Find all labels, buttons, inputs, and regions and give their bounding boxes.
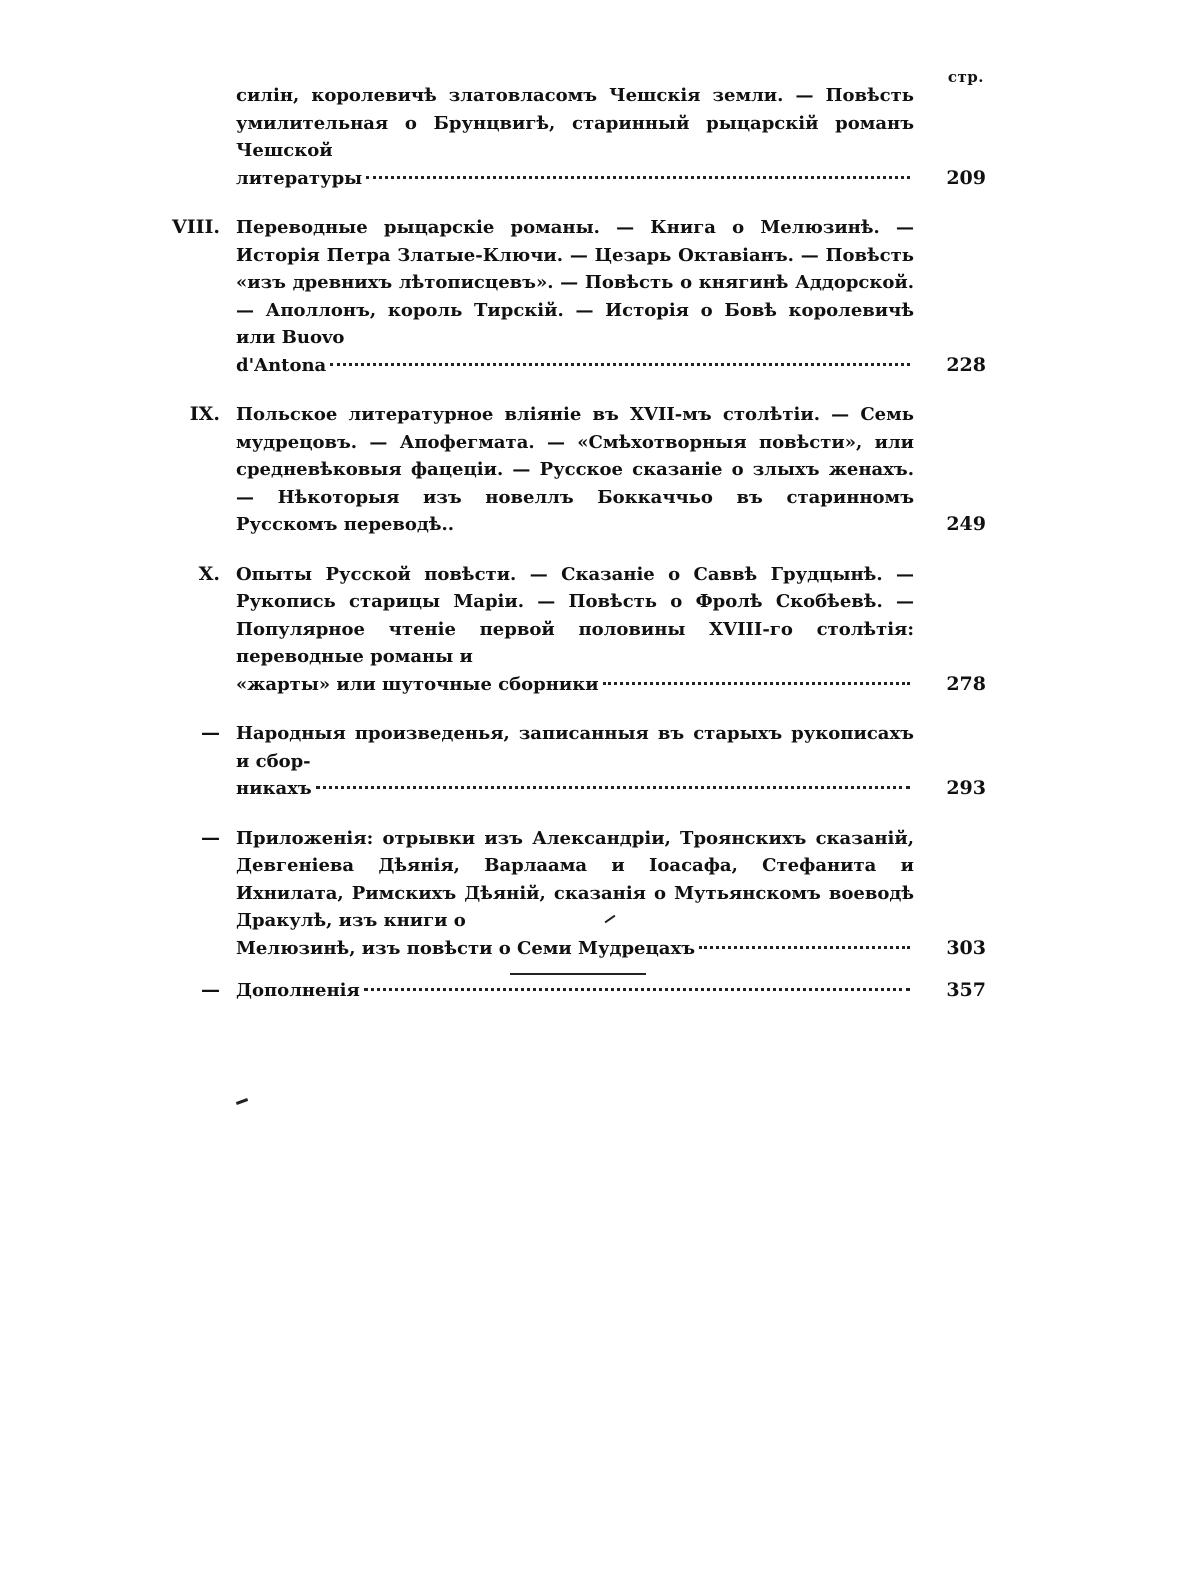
toc-page-number: 249 xyxy=(946,513,986,535)
separator-rule xyxy=(510,973,646,975)
dot-leader xyxy=(316,786,910,789)
toc-page-number: 209 xyxy=(946,166,986,189)
toc-entry-number: VIII. xyxy=(171,216,220,238)
toc-entry-number: — xyxy=(201,979,220,1001)
toc-entry xyxy=(0,720,1191,803)
toc-entry-number: — xyxy=(201,826,220,849)
toc-page-number: 293 xyxy=(946,777,986,799)
toc-entry-number: — xyxy=(201,722,220,744)
dot-leader xyxy=(366,176,910,179)
toc-entry-text: Народныя произведенья, записанныя въ старыхъ рукописахъ и сбор- xyxy=(236,723,914,772)
toc-entry-body xyxy=(236,720,914,803)
toc-entry xyxy=(0,825,1191,963)
toc-entry-last-line: «жарты» или шуточные сборники xyxy=(236,673,599,695)
dot-leader xyxy=(330,363,910,366)
toc-entry-number: IX. xyxy=(189,403,220,425)
toc-entry xyxy=(0,561,1191,699)
toc-entry-last-line: Дополненія xyxy=(236,980,360,1001)
toc-entry-body xyxy=(236,825,914,963)
toc-entry-text: Опыты Русской повѣсти. — Сказаніе о Саввѣ Грудцынѣ. — Рукопись старицы Маріи. — Повѣсть о Фролѣ Скобѣевѣ. — Популярное чтеніе первой половины XVIII-го столѣтія: переводные романы и xyxy=(236,563,914,667)
toc-entry xyxy=(0,82,1191,192)
toc-entry-text: силін, королевичѣ златовласомъ Чешскія земли. — Повѣсть умилительная о Брунцвигѣ, старинный рыцарскій романъ Чешской xyxy=(236,85,914,161)
toc-page-number: 228 xyxy=(946,353,986,376)
toc-entry-number: X. xyxy=(198,562,220,585)
dot-leader xyxy=(603,682,910,685)
toc-entry-body xyxy=(236,977,914,1005)
toc-page-number: 278 xyxy=(946,672,986,695)
toc-entry-body xyxy=(236,561,914,699)
toc-entry-last-line: литературы xyxy=(236,167,363,189)
toc-page-number: 357 xyxy=(946,979,986,1001)
table-of-contents xyxy=(0,82,1191,1020)
toc-entry-text: Приложенія: отрывки изъ Александріи, Троянскихъ сказаній, Девгеніева Дѣянія, Варлаама и Іоасафа, Стефанита и Ихнилата, Римскихъ Дѣяній, сказанія о Мутьянскомъ воеводѣ Дракулѣ, изъ книги о xyxy=(236,827,914,931)
toc-entry xyxy=(0,977,1191,1005)
toc-entry-body xyxy=(236,401,914,539)
toc-entry-last-line: никахъ xyxy=(236,778,312,799)
toc-entry-text: Польское литературное вліяніе въ XVII-мъ столѣтіи. — Семь мудрецовъ. — Апофегмата. — «Смѣхотворныя повѣсти», или средневѣковыя фацеціи. — Русское сказаніе о злыхъ женахъ. — Нѣкоторыя изъ новеллъ Боккаччьо въ старинномъ Русскомъ переводѣ.. xyxy=(236,404,914,535)
toc-entry xyxy=(0,214,1191,379)
dot-leader xyxy=(364,988,910,991)
page-column-label: стр. xyxy=(947,68,984,86)
toc-entry-text: Переводные рыцарскіе романы. — Книга о Мелюзинѣ. — Исторія Петра Златые-Ключи. — Цезарь Октавіанъ. — Повѣсть «изъ древнихъ лѣтописцевъ». — Повѣсть о княгинѣ Аддорской. — Аполлонъ, король Тирскій. — Исторія о Бовѣ королевичѣ или Buovo xyxy=(236,217,914,348)
toc-page-number: 303 xyxy=(946,936,986,959)
toc-entry xyxy=(0,401,1191,539)
stray-mark xyxy=(236,1098,248,1105)
toc-entry-body xyxy=(236,214,914,379)
toc-entry-body xyxy=(236,82,914,192)
toc-entry-last-line: Мелюзинѣ, изъ повѣсти о Семи Мудрецахъ xyxy=(236,937,695,959)
dot-leader xyxy=(699,946,910,949)
toc-entry-last-line: d'Antona xyxy=(236,354,327,376)
